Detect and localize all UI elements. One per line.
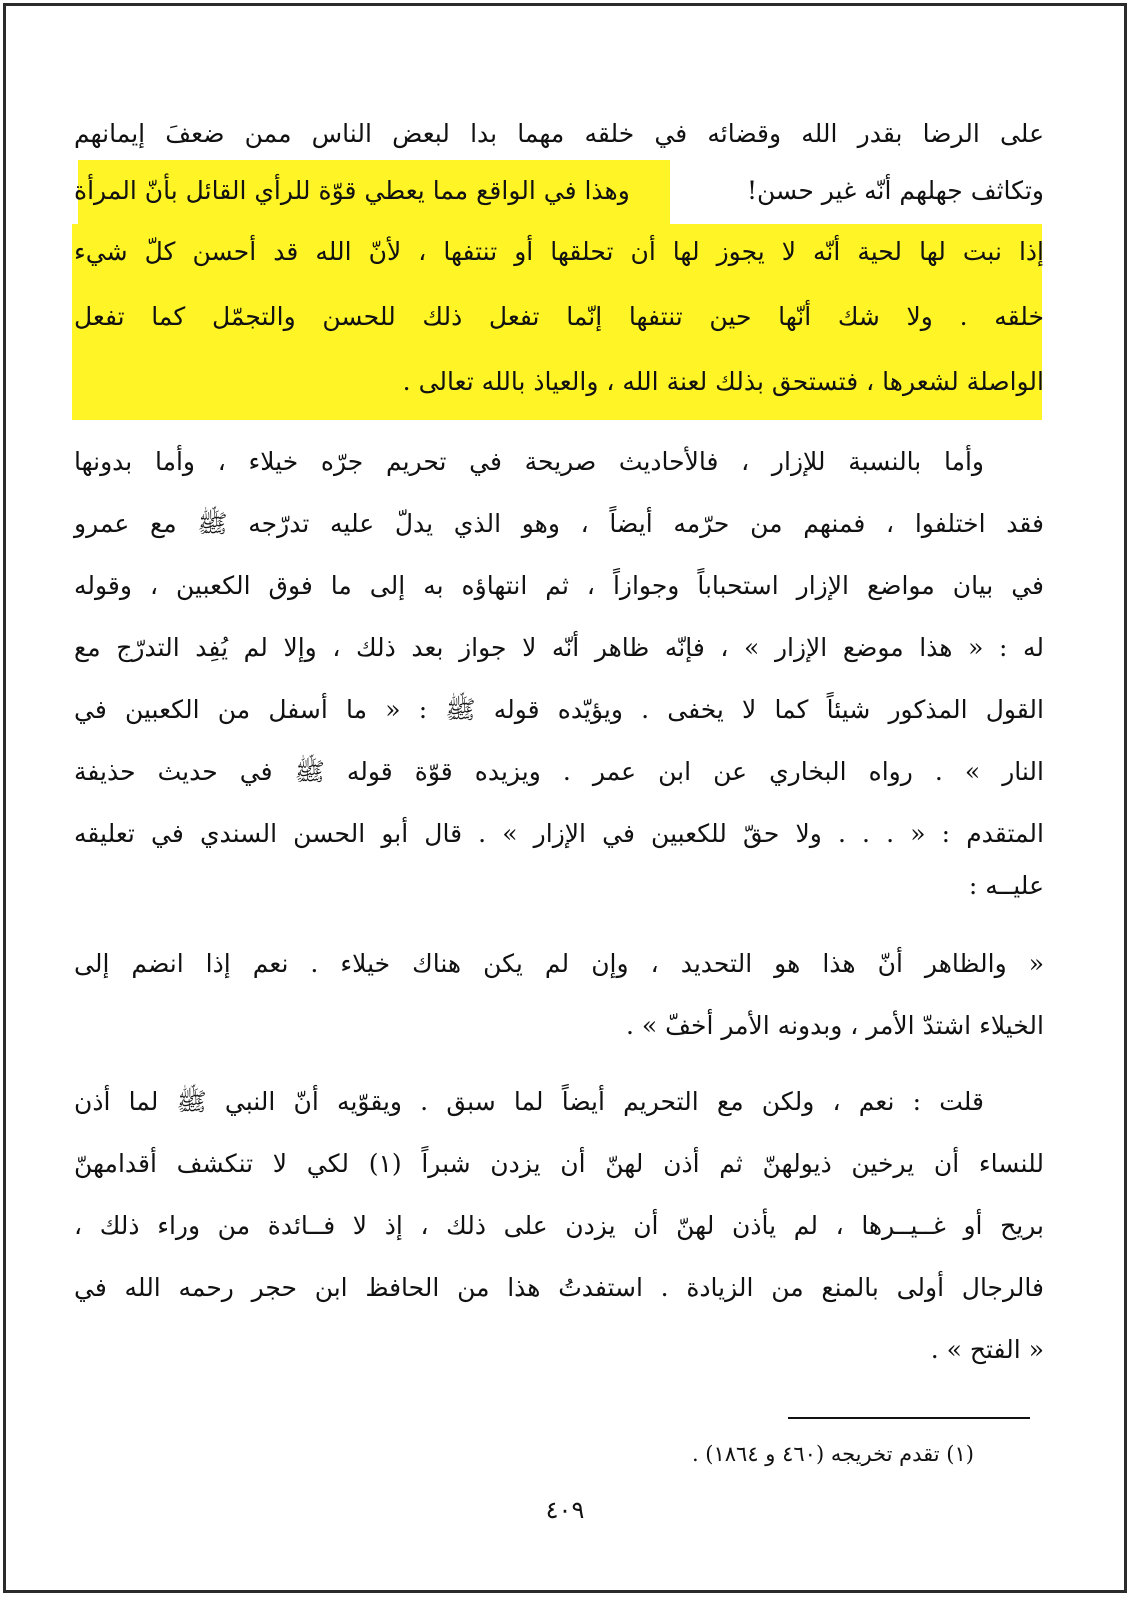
footnote: (١) تقدم تخريجه (٤٦٠ و ١٨٦٤) . [691,1442,974,1466]
footnote-divider [788,1417,1030,1419]
paragraph-2-line-8: عليــه : [968,871,1044,900]
paragraph-3-line-3: بريح أو غــيــرها ، لم يأذن لهنّ أن يزدن على ذلك ، إذ لا فــائدة من وراء ذلك ، [74,1211,1044,1240]
paragraph-1-line-3: إذا نبت لها لحية أنّه لا يجوز لها أن تحلقها أو تنتفها ، لأنّ الله قد أحسن كلّ شيء [74,237,1044,266]
paragraph-1-line-4: خلقه . ولا شك أنّها حين تنتفها إنّما تفعل ذلك للحسن والتجمّل كما تفعل [74,302,1044,331]
paragraph-3-line-5: « الفتح » . [930,1335,1044,1364]
paragraph-3-line-1: قلت : نعم ، ولكن مع التحريم أيضاً لما سبق . ويقوّيه أنّ النبي ﷺ لما أذن [74,1087,984,1116]
page-number: ٤٠٩ [545,1496,585,1524]
body-text [74,6,1044,1406]
book-page [3,3,1127,1593]
quote-line-1: « والظاهر أنّ هذا هو التحديد ، وإن لم يكن هناك خيلاء . نعم إذا انضم إلى [74,949,1044,978]
paragraph-1-line-5: الواصلة لشعرها ، فتستحق بذلك لعنة الله ، والعياذ بالله تعالى . [402,367,1044,396]
paragraph-2-line-5: القول المذكور شيئاً كما لا يخفى . ويؤيّده قوله ﷺ : « ما أسفل من الكعبين في [74,695,1044,724]
paragraph-1-line-2b: وهذا في الواقع مما يعطي قوّة للرأي القائل بأنّ المرأة [74,176,630,205]
paragraph-3-line-4: فالرجال أولى بالمنع من الزيادة . استفدتُ هذا من الحافظ ابن حجر رحمه الله في [74,1273,1044,1302]
paragraph-3-line-2: للنساء أن يرخين ذيولهنّ ثم أذن لهنّ أن يزدن شبراً (١) لكي لا تنكشف أقدامهنّ [74,1149,1044,1178]
paragraph-2-line-1: وأما بالنسبة للإزار ، فالأحاديث صريحة في تحريم جرّه خيلاء ، وأما بدونها [74,447,984,476]
paragraph-2-line-6: النار » . رواه البخاري عن ابن عمر . ويزيده قوّة قوله ﷺ في حديث حذيفة [74,757,1044,786]
paragraph-2-line-3: في بيان مواضع الإزار استحباباً وجوازاً ، ثم انتهاؤه به إلى ما فوق الكعبين ، وقوله [74,571,1044,600]
paragraph-1-line-2a: وتكاثف جهلهم أنّه غير حسن! [746,176,1044,205]
paragraph-2-line-2: فقد اختلفوا ، فمنهم من حرّمه أيضاً ، وهو الذي يدلّ عليه تدرّجه ﷺ مع عمرو [74,509,1044,538]
paragraph-1-line-1: على الرضا بقدر الله وقضائه في خلقه مهما بدا لبعض الناس ممن ضعفَ إيمانهم [74,119,1044,148]
paragraph-2-line-4: له : « هذا موضع الإزار » ، فإنّه ظاهر أنّه لا جواز بعد ذلك ، وإلا لم يُفِد التدرّج مع [74,633,1044,662]
quote-line-2: الخيلاء اشتدّ الأمر ، وبدونه الأمر أخفّ » . [625,1011,1044,1040]
paragraph-2-line-7: المتقدم : « . . . ولا حقّ للكعبين في الإزار » . قال أبو الحسن السندي في تعليقه [74,819,1044,848]
